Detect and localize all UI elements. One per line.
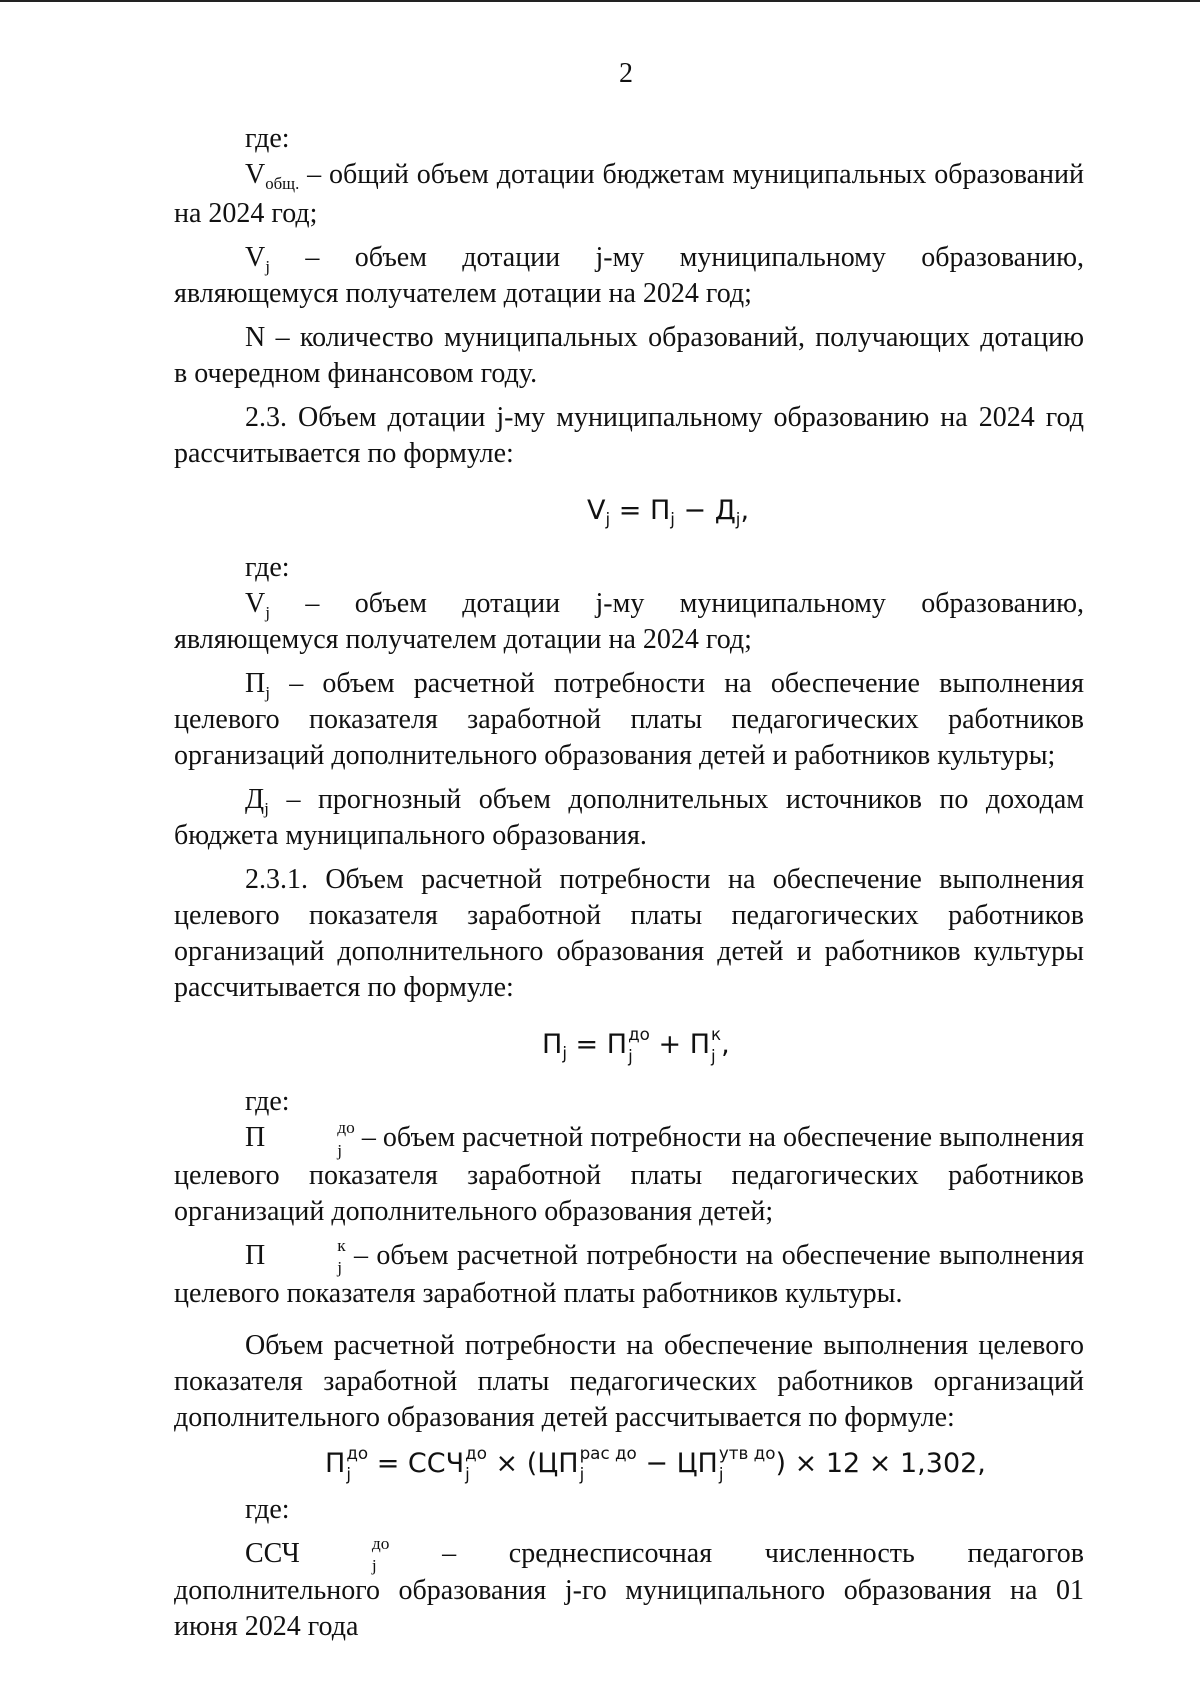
paragraph-2-3-1: 2.3.1. Объем расчетной потребности на обеспечение выполнения целевого показателя заработной платы педагогических работников организаций дополнительного образования детей и работников культуры рассчитывается по формуле: bbox=[174, 864, 1084, 1003]
paragraph-volume: Объем расчетной потребности на обеспечение выполнения целевого показателя заработной платы педагогических работников организаций дополнительного образования детей рассчитывается по формуле: bbox=[174, 1329, 1084, 1433]
formula-pj-do: П до j = ССЧ до j × (ЦП рас до j − ЦП утв до j ) × 12 × 1,302, bbox=[325, 1442, 986, 1485]
def-n: N – количество муниципальных образований, получающих дотацию в очередном финансовом году. bbox=[174, 322, 1084, 389]
page-edge bbox=[0, 0, 1200, 2]
def-dj: $Д_j$ – прогнозный объем дополнительных источников по доходам бюджета муниципального образования. bbox=[174, 784, 1084, 851]
paragraph-2-3: 2.3. Объем дотации j-му муниципальному образованию на 2024 год рассчитывается по формуле: bbox=[174, 402, 1084, 469]
where-label-2: где: bbox=[245, 552, 290, 583]
document-body bbox=[174, 121, 1084, 1645]
page-number: 2 bbox=[619, 58, 633, 89]
where-label-3: где: bbox=[245, 1086, 290, 1117]
def-ssch: ССЧ до j – среднесписочная численность педагогов дополнительного образования j-го муниципального образования на 01 июня 2024 года bbox=[174, 1533, 1084, 1643]
formula-vj: $V_j = П_j - Д_j$, bbox=[587, 495, 750, 529]
where-label-4: где: bbox=[245, 1493, 290, 1525]
def-pj-k: П к j – объем расчетной потребности на обеспечение выполнения целевого показателя заработной платы работников культуры. bbox=[174, 1236, 1084, 1309]
def-vj-2: $V_j$ – объем дотации j-му муниципальному образованию, являющемуся получателем дотации на 2024 год; bbox=[174, 588, 1084, 655]
where-label-1: где: bbox=[245, 123, 290, 154]
def-pj-do: П до j – объем расчетной потребности на обеспечение выполнения целевого показателя заработной платы педагогических работников организаций дополнительного образования детей; bbox=[174, 1118, 1084, 1227]
formula-pj: $П_j = П$ до j + П к j , bbox=[542, 1023, 730, 1066]
def-v-total: $V_{общ.}$ – общий объем дотации бюджетам муниципальных образований на 2024 год; bbox=[174, 159, 1084, 229]
def-pj: $П_j$ – объем расчетной потребности на обеспечение выполнения целевого показателя заработной платы педагогических работников организаций дополнительного образования детей и работников культуры; bbox=[174, 668, 1084, 771]
def-vj-1: $V_j$ – объем дотации j-му муниципальному образованию, являющемуся получателем дотации на 2024 год; bbox=[174, 242, 1084, 309]
